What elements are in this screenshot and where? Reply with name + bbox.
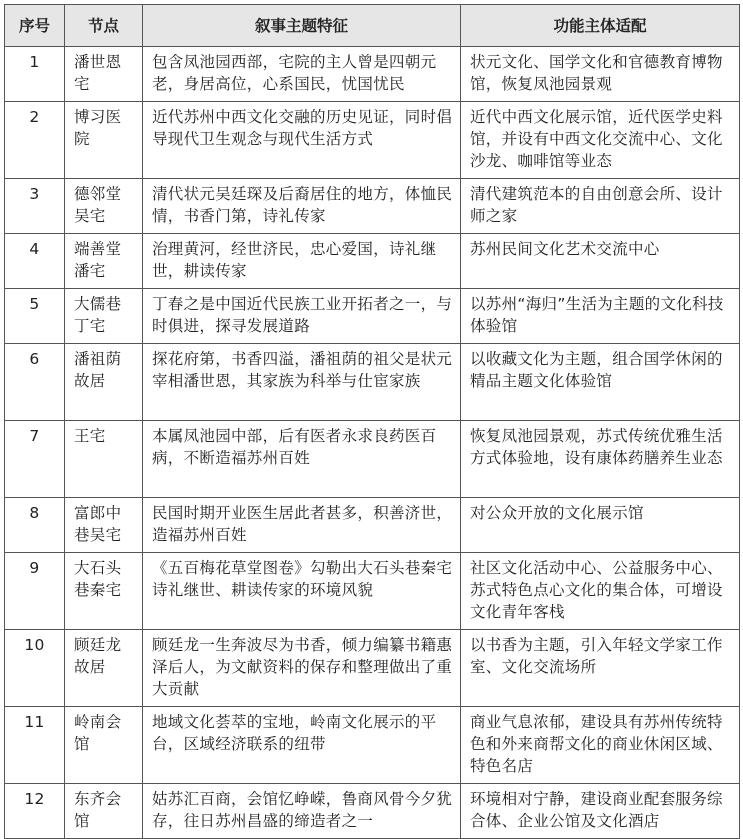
row-function: 以收藏文化为主题，组合国学休闲的精品主题文化体验馆 — [461, 344, 740, 421]
row-index: 11 — [5, 707, 65, 784]
row-index: 8 — [5, 498, 65, 553]
row-function: 以书香为主题，引入年轻文学家工作室、文化交流场所 — [461, 630, 740, 707]
row-function: 商业气息浓郁，建设具有苏州传统特色和外来商帮文化的商业休闲区域、特色名店 — [461, 707, 740, 784]
table-row — [5, 553, 740, 630]
row-index: 5 — [5, 289, 65, 344]
table-row — [5, 179, 740, 234]
row-theme: 清代状元吴廷琛及后裔居住的地方，体恤民情，书香门第，诗礼传家 — [143, 179, 461, 234]
table-row — [5, 102, 740, 179]
row-node: 富郎中巷吴宅 — [65, 498, 143, 553]
table-row — [5, 47, 740, 102]
row-theme: 顾廷龙一生奔波尽为书香，倾力编纂书籍惠泽后人，为文献资料的保存和整理做出了重大贡献 — [143, 630, 461, 707]
row-theme: 治理黄河，经世济民，忠心爱国，诗礼继世，耕读传家 — [143, 234, 461, 289]
header-node: 节点 — [65, 5, 143, 47]
row-node: 博习医院 — [65, 102, 143, 179]
table-row — [5, 784, 740, 839]
table-row — [5, 421, 740, 498]
row-theme: 民国时期开业医生居此者甚多，积善济世，造福苏州百姓 — [143, 498, 461, 553]
table-row — [5, 707, 740, 784]
row-function: 以苏州“海归”生活为主题的文化科技体验馆 — [461, 289, 740, 344]
row-node: 王宅 — [65, 421, 143, 498]
row-function: 恢复凤池园景观，苏式传统优雅生活方式体验地，设有康体药膳养生业态 — [461, 421, 740, 498]
row-theme: 本属凤池园中部，后有医者永求良药医百病，不断造福苏州百姓 — [143, 421, 461, 498]
row-function: 对公众开放的文化展示馆 — [461, 498, 740, 553]
row-index: 1 — [5, 47, 65, 102]
table-row — [5, 344, 740, 421]
row-theme: 姑苏汇百商，会馆忆峥嵘，鲁商风骨今夕犹存，往日苏州昌盛的缔造者之一 — [143, 784, 461, 839]
table-header-row — [5, 5, 740, 47]
heritage-nodes-table — [4, 4, 740, 839]
row-index: 3 — [5, 179, 65, 234]
row-index: 2 — [5, 102, 65, 179]
row-theme: 探花府第，书香四溢，潘祖荫的祖父是状元宰相潘世恩，其家族为科举与仕宦家族 — [143, 344, 461, 421]
row-function: 环境相对宁静，建设商业配套服务综合体、企业公馆及文化酒店 — [461, 784, 740, 839]
table-row — [5, 498, 740, 553]
row-function: 苏州民间文化艺术交流中心 — [461, 234, 740, 289]
row-node: 端善堂潘宅 — [65, 234, 143, 289]
row-node: 大石头巷秦宅 — [65, 553, 143, 630]
row-index: 4 — [5, 234, 65, 289]
table-row — [5, 289, 740, 344]
row-node: 德邻堂吴宅 — [65, 179, 143, 234]
row-function: 状元文化、国学文化和官德教育博物馆，恢复凤池园景观 — [461, 47, 740, 102]
row-index: 10 — [5, 630, 65, 707]
table-row — [5, 630, 740, 707]
header-index: 序号 — [5, 5, 65, 47]
row-theme: 包含凤池园西部，宅院的主人曾是四朝元老，身居高位，心系国民，忧国忧民 — [143, 47, 461, 102]
row-index: 9 — [5, 553, 65, 630]
header-function: 功能主体适配 — [461, 5, 740, 47]
row-theme: 《五百梅花草堂图卷》勾勒出大石头巷秦宅诗礼继世、耕读传家的环境风貌 — [143, 553, 461, 630]
row-theme: 近代苏州中西文化交融的历史见证，同时倡导现代卫生观念与现代生活方式 — [143, 102, 461, 179]
row-node: 东齐会馆 — [65, 784, 143, 839]
row-theme: 地域文化荟萃的宝地，岭南文化展示的平台，区域经济联系的纽带 — [143, 707, 461, 784]
row-node: 大儒巷丁宅 — [65, 289, 143, 344]
row-theme: 丁春之是中国近代民族工业开拓者之一，与时俱进，探寻发展道路 — [143, 289, 461, 344]
row-index: 6 — [5, 344, 65, 421]
row-index: 12 — [5, 784, 65, 839]
row-function: 社区文化活动中心、公益服务中心、苏式特色点心文化的集合体，可增设文化青年客栈 — [461, 553, 740, 630]
row-node: 潘世恩宅 — [65, 47, 143, 102]
table-row — [5, 234, 740, 289]
row-node: 顾廷龙故居 — [65, 630, 143, 707]
row-function: 近代中西文化展示馆，近代医学史料馆，并设有中西文化交流中心、文化沙龙、咖啡馆等业态 — [461, 102, 740, 179]
row-index: 7 — [5, 421, 65, 498]
header-theme: 叙事主题特征 — [143, 5, 461, 47]
row-function: 清代建筑范本的自由创意会所、设计师之家 — [461, 179, 740, 234]
row-node: 潘祖荫故居 — [65, 344, 143, 421]
row-node: 岭南会馆 — [65, 707, 143, 784]
